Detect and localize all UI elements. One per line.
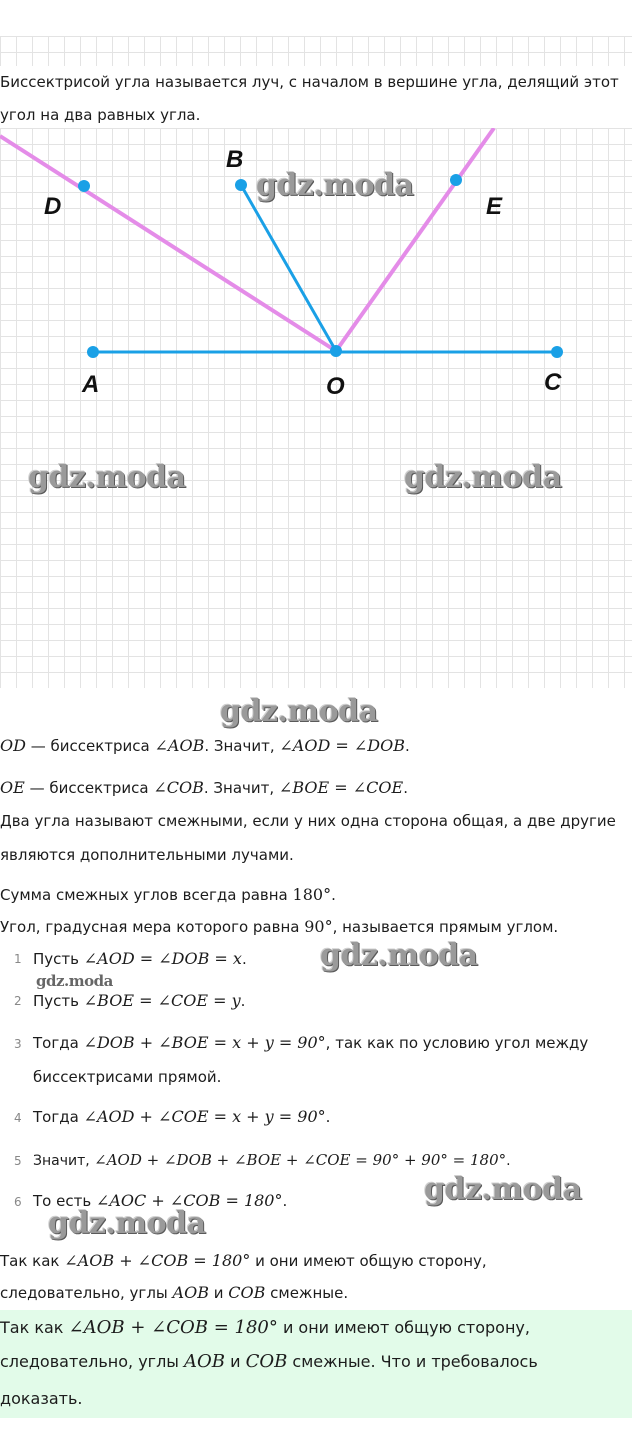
step-number: 6 (14, 1195, 22, 1209)
step-number: 5 (14, 1154, 22, 1168)
right-angle-definition: Угол, градусная мера которого равна 90°, называется прямым углом. (0, 917, 559, 936)
point-e (450, 174, 462, 186)
intro-line-1: Биссектрисой угла называется луч, с началом в вершине угла, делящий этот (0, 73, 619, 91)
point-c (551, 346, 563, 358)
step-number: 4 (14, 1111, 22, 1125)
point-a (87, 346, 99, 358)
ray-oe (336, 128, 494, 351)
label-a: A (82, 371, 100, 398)
label-b: B (226, 146, 244, 173)
step-item: Тогда ∠AOD + ∠COE = x + y = 90°. (33, 1107, 331, 1126)
watermark-6: gdz.moda (36, 972, 113, 990)
step-number: 2 (14, 994, 22, 1008)
step-item-continuation: биссектрисами прямой. (33, 1068, 222, 1086)
watermark-1: gdz.moda (256, 168, 414, 203)
step-number: 3 (14, 1037, 22, 1051)
conclusion-line-2: следовательно, углы AOB и COB смежные. (0, 1283, 349, 1302)
intro-line-2: угол на два равных угла. (0, 106, 201, 124)
step-item: То есть ∠AOC + ∠COB = 180°. (33, 1191, 288, 1210)
point-b (235, 179, 247, 191)
watermark-5: gdz.moda (320, 938, 478, 973)
conclusion-line-1: Так как ∠AOB + ∠COB = 180° и они имеют общую сторону, (0, 1251, 487, 1270)
step-item: Пусть ∠BOE = ∠COE = y. (33, 991, 246, 1010)
point-d (78, 180, 90, 192)
adjacent-definition-1: Два угла называют смежными, если у них одна сторона общая, а две другие (0, 812, 616, 830)
step-item: Пусть ∠AOD = ∠DOB = x. (33, 949, 247, 968)
label-c: C (544, 369, 562, 396)
point-o (330, 345, 342, 357)
watermark-2: gdz.moda (28, 460, 186, 495)
step-item: Значит, ∠AOD + ∠DOB + ∠BOE + ∠COE = 90° + 90° = 180°. (33, 1151, 511, 1169)
adjacent-sum: Сумма смежных углов всегда равна 180°. (0, 885, 336, 904)
answer-line-1: Так как ∠AOB + ∠COB = 180° и они имеют общую сторону, (0, 1317, 530, 1338)
label-o: O (326, 373, 345, 400)
watermark-8: gdz.moda (48, 1206, 206, 1241)
segment-ob (241, 185, 336, 351)
watermark-4: gdz.moda (220, 694, 378, 729)
answer-line-2: следовательно, углы AOB и COB смежные. Что и требовалось (0, 1351, 538, 1372)
label-e: E (486, 193, 503, 220)
step-number: 1 (14, 952, 22, 966)
statement-od: OD — биссектриса ∠AOB. Значит, ∠AOD = ∠DOB. (0, 736, 410, 755)
label-d: D (44, 193, 62, 220)
watermark-7: gdz.moda (424, 1172, 582, 1207)
adjacent-definition-2: являются дополнительными лучами. (0, 846, 294, 864)
answer-line-3: доказать. (0, 1389, 83, 1408)
step-item: Тогда ∠DOB + ∠BOE = x + y = 90°, так как по условию угол между (33, 1033, 589, 1052)
bisector-diagram (0, 128, 632, 688)
statement-oe: OE — биссектриса ∠COB. Значит, ∠BOE = ∠COE. (0, 778, 408, 797)
watermark-3: gdz.moda (404, 460, 562, 495)
